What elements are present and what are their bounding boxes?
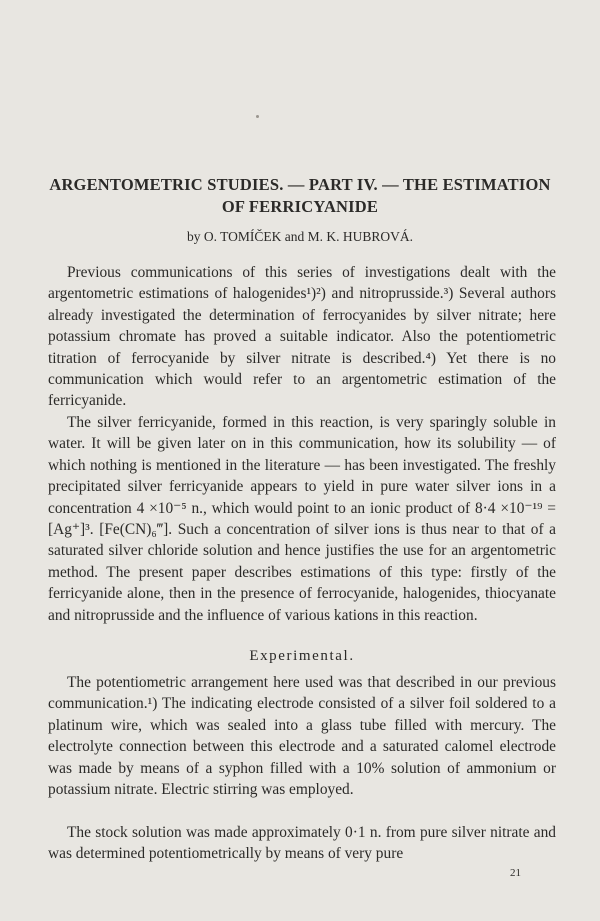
paragraph-1 xyxy=(48,262,556,412)
paragraph-4 xyxy=(48,822,556,865)
title-line-2: OF FERRICYANIDE xyxy=(221,197,379,216)
paragraph-3 xyxy=(48,672,556,800)
paragraph-2-text: The silver ferricyanide, formed in this reaction, is very sparingly soluble in water. It will be given later on in this communication, how its solubility — of which nothing is mentioned in the literature — has been investigated. The freshly precipitated silver ferricyanide appears to yield in pure water silver ions in a concentration 4 ×10⁻⁵ n., which would point to an ionic product of 8·4 ×10⁻¹⁹ = [Ag⁺]³. [Fe(CN)₆‴]. Such a concentration of silver ions is thus near to that of a saturated silver chloride solution and hence justifies the use for an argentometric method. The present paper describes estimations of this type: firstly of the ferricyanide alone, then in the presence of ferrocyanide, halogenides, thiocyanate and nitroprusside and the influence of various kations in this reaction. xyxy=(48,414,556,624)
article-title xyxy=(40,174,560,218)
title-line-1: ARGENTOMETRIC STUDIES. — PART IV. — THE ESTIMATION xyxy=(49,175,551,194)
section-heading: Experimental. xyxy=(249,648,355,664)
paragraph-1-text: Previous communications of this series of investigations dealt with the argentometric estimations of halogenides¹)²) and nitroprusside.³) Several authors already investigated the determination of ferrocyanides by silver nitrate; here potassium chromate has proved a suitable indicator. Also the potentiometric titration of ferrocyanide by silver nitrate is described.⁴) Yet there is no communication which would refer to an argentometric estimation of the ferricyanide. xyxy=(48,264,556,410)
page-speck xyxy=(256,115,259,118)
paragraph-2 xyxy=(48,412,556,626)
page-number: 21 xyxy=(510,867,521,879)
authors: by O. TOMÍČEK and M. K. HUBROVÁ. xyxy=(186,229,413,244)
paragraph-4-text: The stock solution was made approximately 0·1 n. from pure silver nitrate and was determined potentiometrically by means of very pure xyxy=(48,824,556,863)
paragraph-3-text: The potentiometric arrangement here used was that described in our previous communication.¹) The indicating electrode consisted of a silver foil soldered to a platinum wire, which was sealed into a glass tube filled with mercury. The electrolyte connection between this electrode and a saturated calomel electrode was made by means of a syphon filled with a 10% solution of ammonium or potassium nitrate. Electric stirring was employed. xyxy=(48,674,556,799)
